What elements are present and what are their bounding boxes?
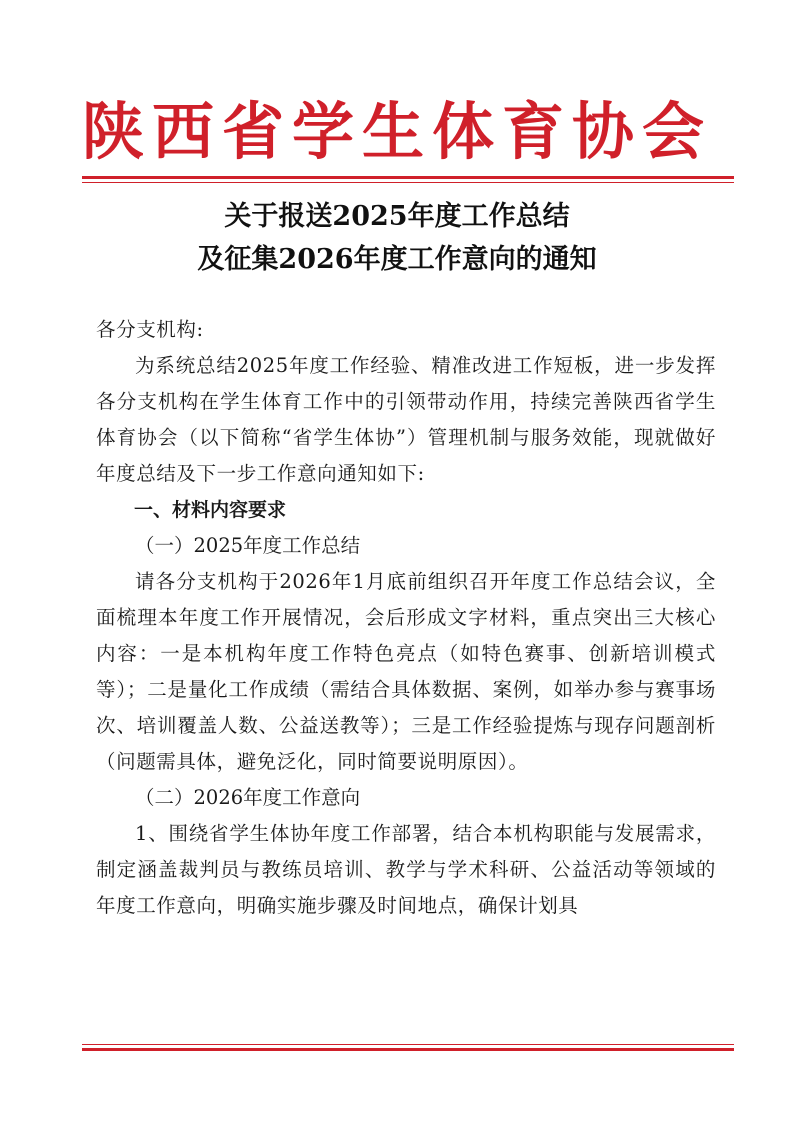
intent-paragraph: 1、围绕省学生体协年度工作部署，结合本机构职能与发展需求，制定涵盖裁判员与教练员培训、教学与学术科研、公益活动等领域的年度工作意向，明确实施步骤及时间地点，确保计划具 xyxy=(96,822,716,917)
document-body xyxy=(96,312,716,924)
summary-paragraph: 请各分支机构于2026年1月底前组织召开年度工作总结会议，全面梳理本年度工作开展情况，会后形成文字材料，重点突出三大核心内容：一是本机构年度工作特色亮点（如特色赛事、创新培训模式等）；二是量化工作成绩（需结合具体数据、案例，如举办参与赛事场次、培训覆盖人数、公益送教等）；三是工作经验提炼与现存问题剖析（问题需具体，避免泛化，同时简要说明原因）。 xyxy=(96,570,716,773)
footer-rule-thick xyxy=(82,1048,734,1051)
masthead-rule-thick xyxy=(82,176,734,179)
addressee: 各分支机构: xyxy=(96,318,204,341)
subsection-heading-summary: （一）2025年度工作总结 xyxy=(135,534,361,557)
document-title-line-2: 及征集2026年度工作意向的通知 xyxy=(197,244,597,275)
masthead-rule-thin xyxy=(82,182,734,183)
intro-paragraph: 为系统总结2025年度工作经验、精准改进工作短板，进一步发挥各分支机构在学生体育工作中的引领带动作用，持续完善陕西省学生体育协会（以下简称“省学生体协”）管理机制与服务效能，现就做好年度总结及下一步工作意向通知如下: xyxy=(96,354,716,485)
subsection-heading-intent: （二）2026年度工作意向 xyxy=(135,786,361,809)
document-title-line-1: 关于报送2025年度工作总结 xyxy=(224,201,570,232)
footer-rule-thin xyxy=(82,1044,734,1045)
section-heading-materials: 一、材料内容要求 xyxy=(134,499,287,521)
masthead: 陕西省学生体育协会 xyxy=(81,95,712,168)
